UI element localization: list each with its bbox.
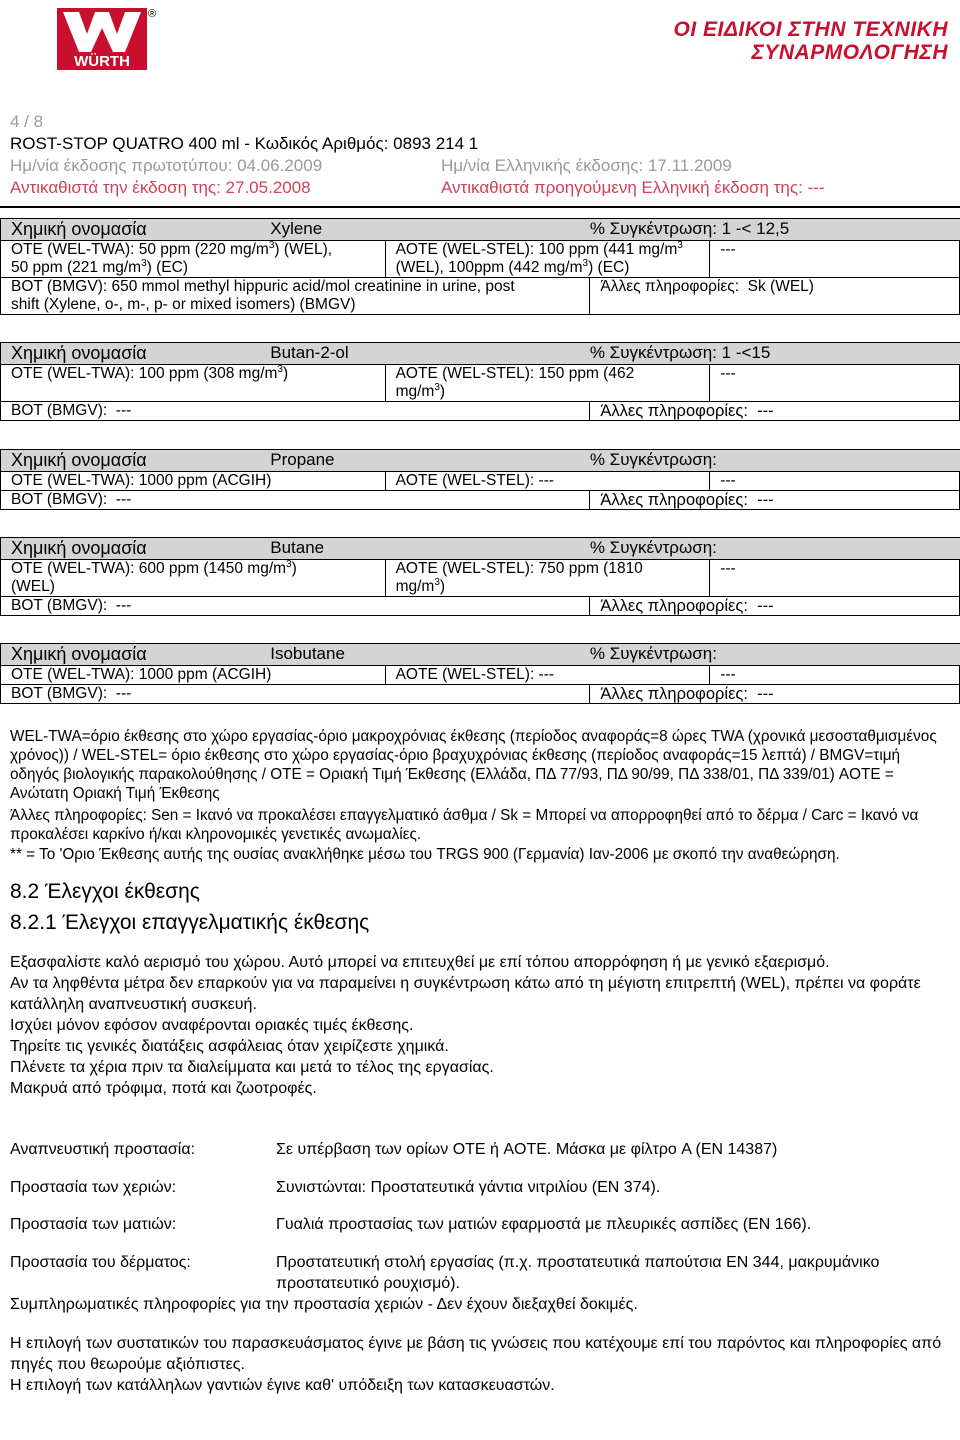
substance-name: Isobutane [260, 644, 590, 666]
extra-value: --- [710, 365, 960, 402]
substance-name: Butan-2-ol [260, 343, 590, 365]
issue-original: Ημ/νία έκδοσης πρωτοτύπου: 04.06.2009 [10, 156, 323, 175]
slogan-line-2: ΣΥΝΑΡΜΟΛΟΓΗΣΗ [751, 41, 948, 64]
bot-value: ΒΟΤ (BMGV): --- [1, 597, 590, 616]
extra-value: --- [710, 666, 960, 685]
chem-name-label: Χημική ονομασία [1, 644, 261, 666]
extra-value: --- [710, 560, 960, 597]
other-info: Άλλες πληροφορίες: --- [590, 597, 960, 616]
logo-wordmark: WÜRTH [74, 53, 130, 70]
protection-label: Προστασία των χεριών: [10, 1179, 177, 1196]
replaces: Αντικαθιστά την έκδοση της: 27.05.2008 [10, 178, 311, 197]
substance-name: Propane [260, 450, 590, 472]
concentration: % Συγκέντρωση: [590, 450, 960, 472]
chem-name-label: Χημική ονομασία [1, 538, 261, 560]
substance-table-butane [0, 537, 960, 616]
chem-name-label: Χημική ονομασία [1, 450, 261, 472]
aote-value: AOTE (WEL-STEL): 750 ppm (1810 $mg/m^3$) [385, 560, 710, 597]
ote-value: OTE (WEL-TWA): 600 ppm (1450 $mg/m^3$) (WEL) [1, 560, 386, 597]
body-text [10, 952, 950, 1099]
substance-name: Xylene [260, 219, 590, 241]
substance-table-isobutane [0, 643, 960, 704]
bot-value: ΒΟΤ (BMGV): --- [1, 491, 590, 510]
substance-table-xylene [0, 218, 960, 315]
header-rule [0, 206, 960, 208]
protection-label: Προστασία των ματιών: [10, 1216, 177, 1233]
ote-value: OTE (WEL-TWA): 1000 ppm (ACGIH) [1, 472, 386, 491]
supplementary-note: Συμπληρωματικές πληροφορίες για την προστασία χεριών - Δεν έχουν διεξαχθεί δοκιμές. [10, 1296, 638, 1313]
extra-value: --- [710, 472, 960, 491]
section-heading-8-2-1: 8.2.1 Έλεγχοι επαγγελματικής έκθεσης [10, 911, 370, 934]
closing-paragraph: Η επιλογή των συστατικών του παρασκευάσματος έγινε με βάση τις γνώσεις που κατέχουμε επί του παρόντος και πληροφορίες από πηγές που θεωρούμε αξιόπιστες. [10, 1335, 942, 1373]
bot-value: ΒΟΤ (BMGV): 650 mmol methyl hippuric acid/mol creatinine in urine, post shift (Xylene, o-, m-, p- or mixed isomers) (BMGV) [1, 278, 590, 315]
body-line: Αν τα ληφθέντα μέτρα δεν επαρκούν για να παραμείνει η συγκέντρωση κάτω από τη μέγιστη επιτρεπτή (WEL), πρέπει να φοράτε κατάλληλη αναπνευστική συσκευή. [10, 975, 921, 1013]
page-number: 4 / 8 [10, 112, 44, 131]
body-line: Πλένετε τα χέρια πριν τα διαλείμματα και μετά το τέλος της εργασίας. [10, 1059, 494, 1076]
closing-paragraph-2: Η επιλογή των κατάλληλων γαντιών έγινε καθ' υπόδειξη των κατασκευαστών. [10, 1377, 555, 1394]
ote-value: OTE (WEL-TWA): 100 ppm (308 $mg/m^3$) [1, 365, 386, 402]
other-info: Άλλες πληροφορίες: Sk (WEL) [590, 278, 960, 315]
protection-label: Προστασία του δέρματος: [10, 1254, 191, 1271]
chem-name-label: Χημική ονομασία [1, 343, 261, 365]
other-info: Άλλες πληροφορίες: --- [590, 491, 960, 510]
concentration: % Συγκέντρωση: 1 -< 12,5 [590, 219, 960, 241]
concentration: % Συγκέντρωση: [590, 538, 960, 560]
protection-value: Συνιστώνται: Προστατευτικά γάντια νιτριλίου (EN 374). [276, 1179, 661, 1196]
other-info: Άλλες πληροφορίες: --- [590, 402, 960, 421]
legend-paragraph-3: ** = Το 'Οριο Έκθεσης αυτής της ουσίας ανακλήθηκε μέσω του TRGS 900 (Γερμανία) Ιαν-2006 με σκοπό την αναθεώρηση. [10, 846, 840, 863]
concentration: % Συγκέντρωση: [590, 644, 960, 666]
product-title: ROST-STOP QUATRO 400 ml - Κωδικός Αριθμός: 0893 214 1 [10, 134, 479, 153]
body-line: Μακρυά από τρόφιμα, ποτά και ζωοτροφές. [10, 1080, 317, 1097]
chem-name-label: Χημική ονομασία [1, 219, 261, 241]
body-line: Ισχύει μόνον εφόσον αναφέρονται οριακές τιμές έκθεσης. [10, 1017, 414, 1034]
aote-value: AOTE (WEL-STEL): --- [385, 666, 710, 685]
substance-table-butanol [0, 342, 960, 421]
issue-greek: Ημ/νία Ελληνικής έκδοσης: 17.11.2009 [441, 156, 732, 175]
ote-value: OTE (WEL-TWA): 50 ppm (220 $mg/m^3$) (WEL), 50 ppm (221 $mg/m^3$) (EC) [1, 241, 386, 278]
legend-paragraph-1: WEL-TWA=όριο έκθεσης στο χώρο εργασίας-όριο μακροχρόνιας έκθεσης (περίοδος αναφοράς=8 ώρες TWA (χρονικά μεσοσταθμισμένος χρόνος)) / WEL-STEL= όριο έκθεσης στο χώρο εργασίας-όριο βραχυχρόνιας έκθεσης (περίοδος αναφοράς=15 λεπτά) / BMGV=τιμή οδηγός βιολογικής παρακολούθησης / OTE = Οριακή Τιμή Έκθεσης (Ελλάδα, ΠΔ 77/93, ΠΔ 90/99, ΠΔ 338/01, ΠΔ 339/01) AOTE = Ανώτατη Οριακή Τιμή Έκθεσης [10, 728, 937, 802]
other-info: Άλλες πληροφορίες: --- [590, 685, 960, 704]
aote-value: AOTE (WEL-STEL): 150 ppm (462 $mg/m^3$) [385, 365, 710, 402]
extra-value: --- [710, 241, 960, 278]
replaces-greek: Αντικαθιστά προηγούμενη Ελληνική έκδοση της: --- [441, 178, 825, 197]
bot-value: ΒΟΤ (BMGV): --- [1, 685, 590, 704]
aote-value: AOTE (WEL-STEL): --- [385, 472, 710, 491]
bot-value: ΒΟΤ (BMGV): --- [1, 402, 590, 421]
protection-value: Γυαλιά προστασίας των ματιών εφαρμοστά με πλευρικές ασπίδες (EN 166). [276, 1216, 812, 1233]
slogan-line-1: ΟΙ ΕΙΔΙΚΟΙ ΣΤΗΝ ΤΕΧΝΙΚΗ [673, 18, 948, 41]
registered-mark: ® [148, 8, 157, 20]
concentration: % Συγκέντρωση: 1 -<15 [590, 343, 960, 365]
body-line: Εξασφαλίστε καλό αερισμό του χώρου. Αυτό μπορεί να επιτευχθεί με επί τόπου απορρόφηση ή με γενικό εξαερισμό. [10, 954, 830, 971]
protection-value: Προστατευτική στολή εργασίας (π.χ. προστατευτικά παπούτσια EN 344, μακρυμάνικο προστατευτικό ρουχισμό). [276, 1254, 880, 1292]
body-line: Τηρείτε τις γενικές διατάξεις ασφάλειας όταν χειρίζεστε χημικά. [10, 1038, 449, 1055]
protection-value: Σε υπέρβαση των ορίων OTE ή AOTE. Μάσκα με φίλτρο A (EN 14387) [276, 1141, 778, 1158]
section-heading-8-2: 8.2 Έλεγχοι έκθεσης [10, 880, 200, 903]
wurth-logo [57, 8, 147, 70]
legend-paragraph-2: Άλλες πληροφορίες: Sen = Ικανό να προκαλέσει επαγγελματικό άσθμα / Sk = Μπορεί να απορροφηθεί από το δέρμα / Carc = Ικανό να προκαλέσει καρκίνο ή/και κληρονομικές γενετικές ανωμαλίες. [10, 807, 919, 843]
substance-name: Butane [260, 538, 590, 560]
ote-value: OTE (WEL-TWA): 1000 ppm (ACGIH) [1, 666, 386, 685]
slogan [673, 18, 948, 64]
aote-value: AOTE (WEL-STEL): 100 ppm (441 $mg/m^3$ (WEL), 100ppm (442 $mg/m^3$) (EC) [385, 241, 710, 278]
substance-table-propane [0, 449, 960, 510]
protection-label: Αναπνευστική προστασία: [10, 1141, 196, 1158]
